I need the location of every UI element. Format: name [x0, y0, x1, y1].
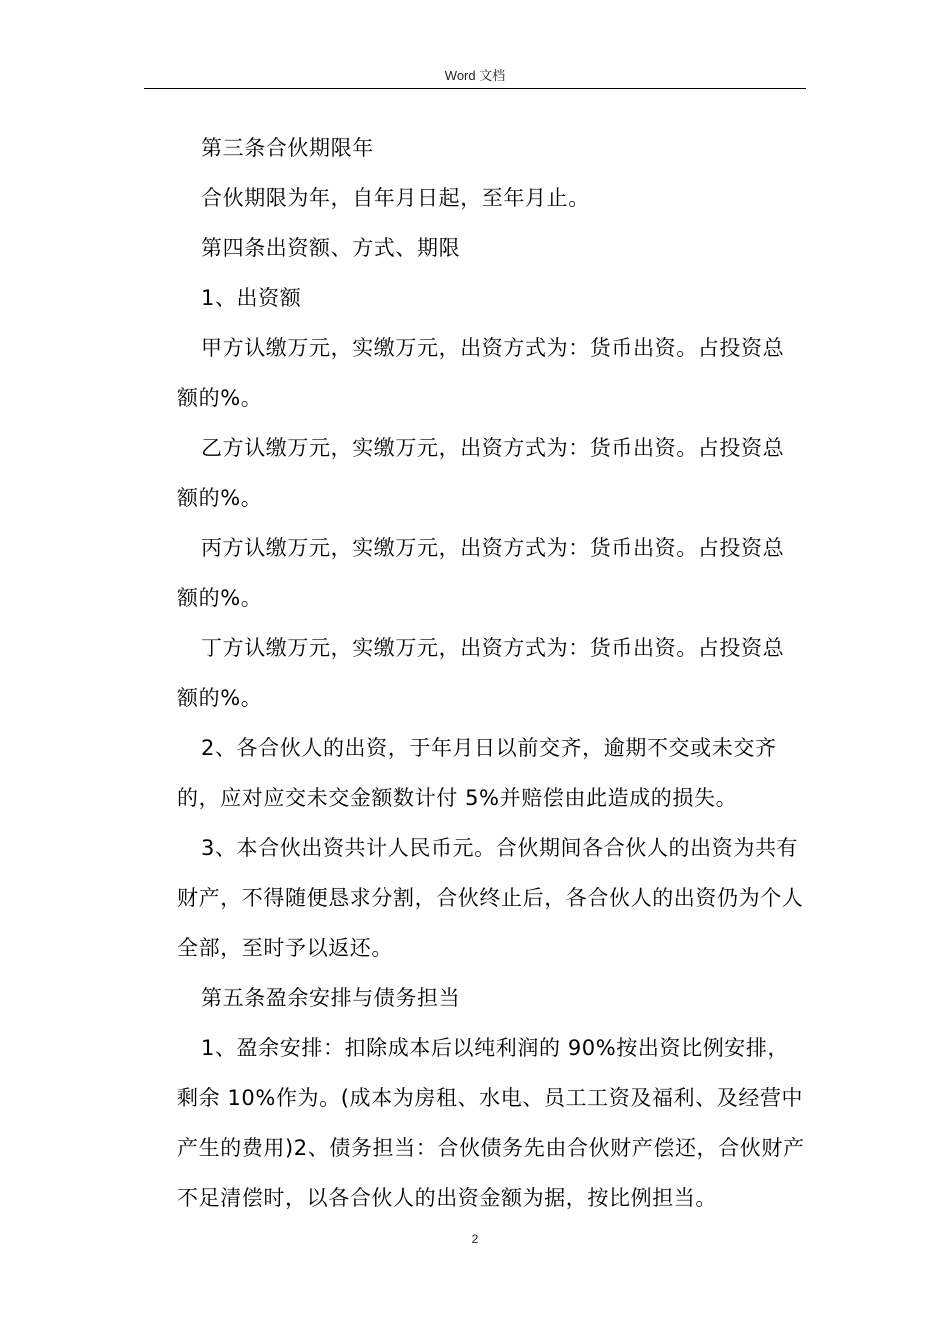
- paragraph-partnership-term: 合伙期限为年，自年月日起，至年月止。: [201, 186, 590, 210]
- paragraph-contribution-heading: 1、出资额: [201, 286, 302, 310]
- paragraph-article-3-title: 第三条合伙期限年: [201, 136, 374, 160]
- paragraph-contribution-deadline: 2、各合伙人的出资，于年月日以前交齐，逾期不交或未交齐的，应对应交未交金额数计付 5%并赔偿由此造成的损失。: [177, 736, 777, 810]
- paragraph-party-b-contribution: 乙方认缴万元，实缴万元，出资方式为：货币出资。占投资总额的%。: [177, 436, 785, 510]
- document-body: [177, 123, 805, 1223]
- paragraph-party-c-contribution: 丙方认缴万元，实缴万元，出资方式为：货币出资。占投资总额的%。: [177, 536, 785, 610]
- paragraph-party-d-contribution: 丁方认缴万元，实缴万元，出资方式为：货币出资。占投资总额的%。: [177, 636, 785, 710]
- paragraph-party-a-contribution: 甲方认缴万元，实缴万元，出资方式为：货币出资。占投资总额的%。: [177, 336, 785, 410]
- paragraph-article-4-title: 第四条出资额、方式、期限: [201, 236, 461, 260]
- paragraph-article-5-title: 第五条盈余安排与债务担当: [201, 986, 461, 1010]
- page-header: Word 文档: [444, 68, 506, 83]
- paragraph-profit-and-debt: 1、盈余安排：扣除成本后以纯利润的 90%按出资比例安排，剩余 10%作为。(成本为房租、水电、员工工资及福利、及经营中产生的费用)2、债务担当：合伙债务先由合伙财产偿还，合伙财产不足清偿时，以各合伙人的出资金额为据，按比例担当。: [177, 1036, 805, 1210]
- paragraph-total-contribution: 3、本合伙出资共计人民币元。合伙期间各合伙人的出资为共有财产，不得随便恳求分割，合伙终止后，各合伙人的出资仍为个人全部，至时予以返还。: [177, 836, 804, 960]
- page-number: 2: [471, 1232, 479, 1246]
- header-rule: [144, 88, 806, 89]
